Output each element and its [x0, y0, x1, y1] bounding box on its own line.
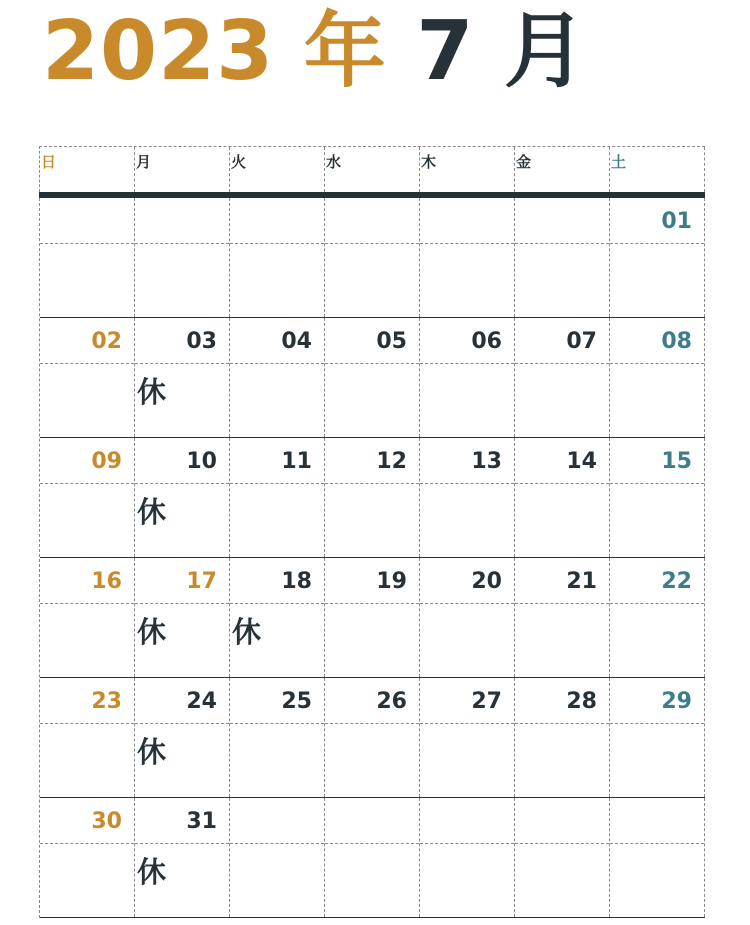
day-cell — [230, 438, 325, 557]
day-number: 14 — [515, 438, 609, 484]
day-note — [610, 484, 704, 557]
day-number — [135, 198, 229, 244]
day-cell — [515, 318, 610, 437]
weeks-container — [39, 198, 705, 918]
weekday-mon: 月 — [135, 147, 230, 192]
day-note — [325, 364, 419, 437]
day-note — [325, 244, 419, 317]
week-row — [40, 678, 705, 798]
day-cell — [40, 438, 135, 557]
day-note — [420, 724, 514, 797]
day-note — [40, 844, 134, 917]
day-cell — [135, 198, 230, 317]
day-note — [230, 364, 324, 437]
day-note — [515, 484, 609, 557]
day-cell — [230, 678, 325, 797]
week-row — [40, 318, 705, 438]
day-note — [325, 604, 419, 677]
day-cell — [420, 198, 515, 317]
day-cell — [420, 318, 515, 437]
day-note — [325, 484, 419, 557]
day-cell — [40, 798, 135, 917]
day-note — [610, 364, 704, 437]
day-cell — [230, 798, 325, 917]
day-cell — [135, 318, 230, 437]
day-cell — [230, 558, 325, 677]
day-number: 07 — [515, 318, 609, 364]
day-number: 12 — [325, 438, 419, 484]
day-number — [420, 198, 514, 244]
day-number: 05 — [325, 318, 419, 364]
day-number: 25 — [230, 678, 324, 724]
day-note: 休 — [137, 735, 167, 769]
day-note — [420, 484, 514, 557]
week-row — [40, 798, 705, 918]
day-number: 19 — [325, 558, 419, 604]
day-note — [420, 604, 514, 677]
day-cell — [515, 438, 610, 557]
day-note — [230, 484, 324, 557]
title-year-suffix: 年 — [303, 4, 387, 99]
calendar-title — [42, 2, 587, 102]
day-cell — [135, 678, 230, 797]
day-cell — [515, 678, 610, 797]
day-cell — [515, 798, 610, 917]
day-number: 10 — [135, 438, 229, 484]
week-row — [40, 558, 705, 678]
day-note — [610, 244, 704, 317]
day-number: 13 — [420, 438, 514, 484]
day-note: 休 — [137, 375, 167, 409]
day-note — [230, 724, 324, 797]
day-cell — [230, 198, 325, 317]
day-number: 21 — [515, 558, 609, 604]
day-note — [610, 844, 704, 917]
week-row — [40, 438, 705, 558]
day-number — [230, 798, 324, 844]
day-number — [325, 198, 419, 244]
day-cell — [135, 438, 230, 557]
day-cell — [610, 558, 705, 677]
day-cell — [230, 318, 325, 437]
day-note — [230, 244, 324, 317]
day-note — [515, 724, 609, 797]
day-number — [40, 198, 134, 244]
day-number — [230, 198, 324, 244]
day-cell — [610, 318, 705, 437]
day-cell — [40, 318, 135, 437]
day-note — [135, 244, 229, 317]
day-cell — [325, 558, 420, 677]
day-number: 23 — [40, 678, 134, 724]
title-year: 2023 — [42, 4, 275, 99]
day-number: 31 — [135, 798, 229, 844]
day-note — [515, 364, 609, 437]
day-note — [40, 484, 134, 557]
day-cell — [40, 558, 135, 677]
day-note: 休 — [137, 615, 167, 649]
day-number: 24 — [135, 678, 229, 724]
day-cell — [325, 798, 420, 917]
title-month-suffix: 月 — [504, 4, 588, 99]
day-note: 休 — [137, 495, 167, 529]
title-month: 7 — [416, 4, 475, 99]
week-row — [40, 198, 705, 318]
day-cell — [325, 318, 420, 437]
day-number: 18 — [230, 558, 324, 604]
day-cell — [135, 798, 230, 917]
day-number: 02 — [40, 318, 134, 364]
day-cell — [420, 558, 515, 677]
day-number: 08 — [610, 318, 704, 364]
day-note — [420, 364, 514, 437]
day-number — [515, 198, 609, 244]
day-cell — [420, 678, 515, 797]
day-note — [40, 724, 134, 797]
day-number: 30 — [40, 798, 134, 844]
day-cell — [610, 798, 705, 917]
day-note — [515, 844, 609, 917]
day-note — [40, 244, 134, 317]
day-number: 20 — [420, 558, 514, 604]
day-note — [515, 244, 609, 317]
day-cell — [515, 198, 610, 317]
day-number: 03 — [135, 318, 229, 364]
day-number: 27 — [420, 678, 514, 724]
day-cell — [135, 558, 230, 677]
day-note — [610, 604, 704, 677]
day-cell — [515, 558, 610, 677]
day-number — [610, 798, 704, 844]
weekday-wed: 水 — [325, 147, 420, 192]
day-number: 28 — [515, 678, 609, 724]
weekday-sat: 土 — [610, 147, 705, 192]
day-cell — [40, 678, 135, 797]
day-note: 休 — [232, 615, 262, 649]
day-number: 16 — [40, 558, 134, 604]
day-cell — [610, 678, 705, 797]
day-number: 15 — [610, 438, 704, 484]
day-cell — [420, 438, 515, 557]
day-number — [420, 798, 514, 844]
weekday-header — [39, 146, 705, 192]
day-cell — [40, 198, 135, 317]
day-number — [515, 798, 609, 844]
day-note — [40, 604, 134, 677]
day-cell — [610, 438, 705, 557]
day-number: 09 — [40, 438, 134, 484]
day-cell — [325, 678, 420, 797]
weekday-thu: 木 — [420, 147, 515, 192]
day-note — [325, 724, 419, 797]
day-number: 29 — [610, 678, 704, 724]
day-note — [40, 364, 134, 437]
day-number: 17 — [135, 558, 229, 604]
day-number: 22 — [610, 558, 704, 604]
day-cell — [325, 198, 420, 317]
day-number: 11 — [230, 438, 324, 484]
day-note — [515, 604, 609, 677]
day-note — [420, 244, 514, 317]
day-number — [325, 798, 419, 844]
day-number: 04 — [230, 318, 324, 364]
day-number: 01 — [610, 198, 704, 244]
day-note: 休 — [137, 855, 167, 889]
calendar-grid — [39, 146, 705, 918]
day-note — [420, 844, 514, 917]
day-number: 26 — [325, 678, 419, 724]
weekday-sun: 日 — [40, 147, 135, 192]
day-note — [610, 724, 704, 797]
day-cell — [420, 798, 515, 917]
weekday-fri: 金 — [515, 147, 610, 192]
weekday-tue: 火 — [230, 147, 325, 192]
day-cell — [610, 198, 705, 317]
day-note — [230, 844, 324, 917]
day-cell — [325, 438, 420, 557]
day-number: 06 — [420, 318, 514, 364]
day-note — [325, 844, 419, 917]
